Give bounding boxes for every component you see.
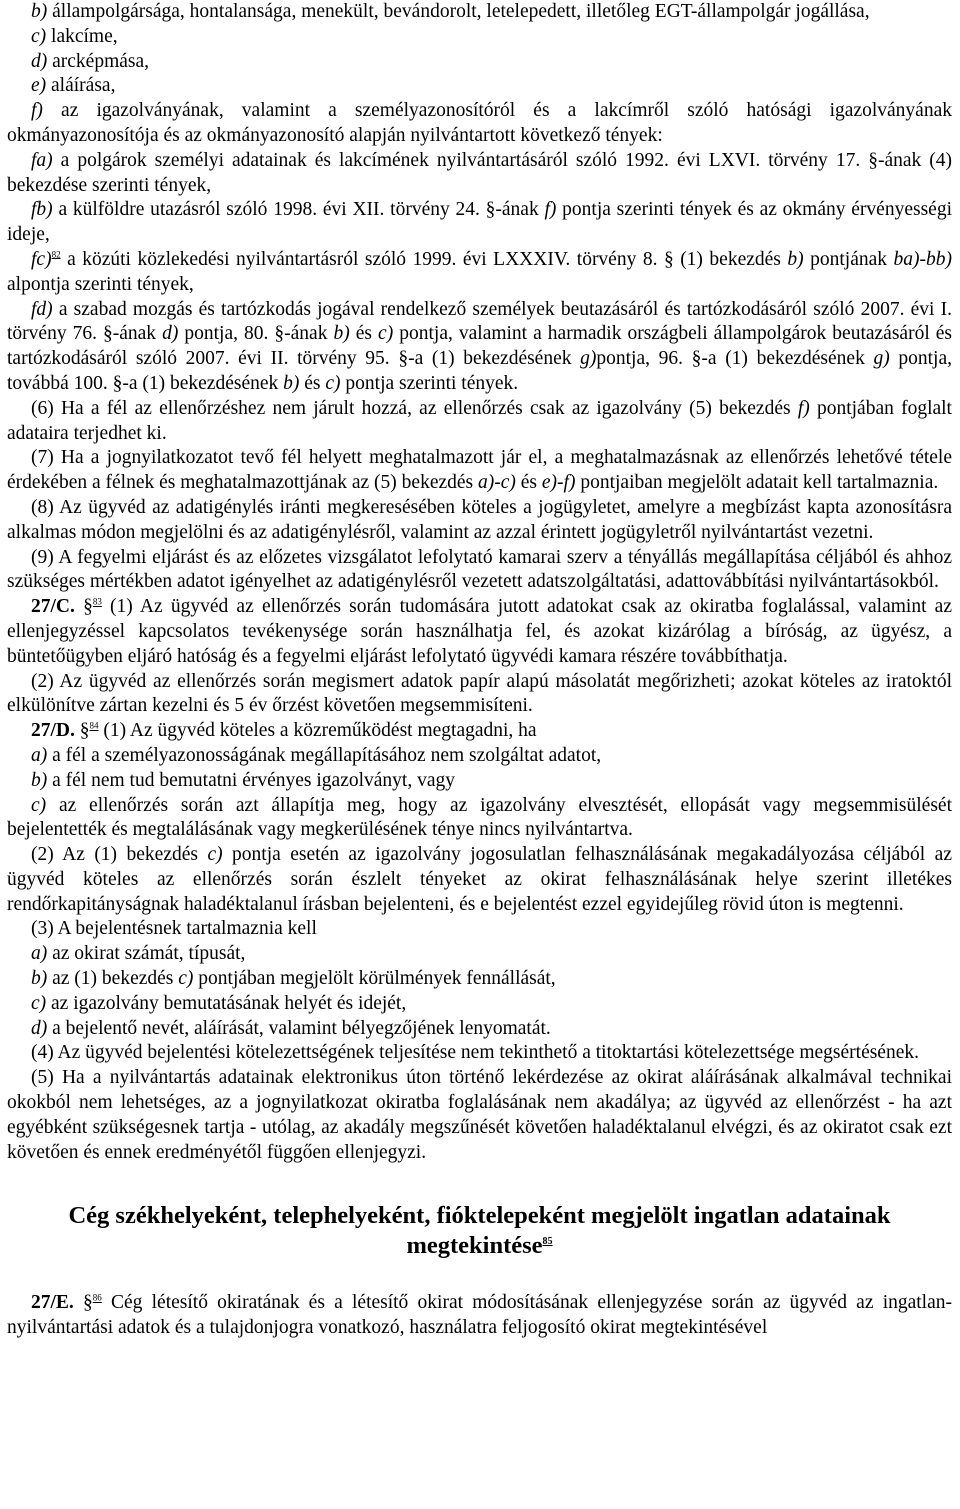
text: (1) Az ügyvéd köteles a közreműködést megtagadni, ha: [98, 720, 537, 742]
text: (2) Az ügyvéd az ellenőrzés során megismert adatok papír alapú másolatát megőrizheti; azokat köteles az iratoktól elkülönítve zártan kezelni és 5 év őrzést követően megsemmisíteni.: [7, 670, 952, 717]
point-label: a): [31, 744, 48, 766]
text: a szabad mozgás és tartózkodás jogával rendelkező személyek beutazásáról és tartózkodásáról szóló 2007. évi I. törvény 76. §-ának: [7, 298, 952, 345]
text: az igazolványának, valamint a személyazonosítóról és a lakcímről szóló hatósági igazolványának okmányazonosítója és az okmányazonosító alapján nyilvántartott következő tények:: [7, 100, 952, 146]
section-number: 27/C.: [31, 596, 75, 618]
text: pontja esetén az igazolvány jogosulatlan felhasználásának megakadályozása céljából az ügyvéd köteles az ellenőrzés során észlelt tényeket az okirat felhasználásának helye szerint illetékes rendőrkapitányságnak haladéktalanul írásban bejelenteni, és e bejelentést ezzel egyidejűleg rövid úton is megtenni.: [7, 844, 952, 915]
point-label: g): [580, 348, 597, 370]
paragraph: [7, 74, 952, 99]
point-label: fc): [31, 248, 52, 270]
text: aláírása,: [46, 75, 116, 97]
text: arcképmása,: [47, 50, 150, 72]
point-label: c): [378, 323, 394, 345]
point-label: b): [333, 323, 350, 345]
text: az (1) bekezdés: [47, 968, 179, 990]
point-label: b): [787, 248, 804, 270]
paragraph: [7, 248, 952, 298]
text: (1) Az ügyvéd az ellenőrzés során tudomására jutott adatokat csak az okiratba foglalással, valamint az ellenjegyzéssel kapcsolatos tevékenysége során használhatja fel, és azokat kizárólag a bíróság, az ügyész, a büntetőügyben eljáró hatóság és a fegyelmi eljárást lefolytató ügyvédi kamara részére továbbíthatja.: [7, 596, 952, 667]
text: pontja, 96. §-a (1) bekezdésének: [596, 348, 874, 370]
paragraph: [7, 1017, 952, 1042]
footnote-link[interactable]: 85: [542, 1236, 553, 1248]
text: és: [299, 372, 326, 394]
heading-text: Cég székhelyeként, telephelyeként, fióktelepeként megjelölt ingatlan adatainak megtekintése: [68, 1202, 891, 1260]
text: (7) Ha a jognyilatkozatot tevő fél helyett meghatalmazott jár el, a meghatalmazásnak az ellenőrzés lehetővé tétele érdekében a félnek és meghatalmazottjának az (5) bekezdés: [7, 447, 952, 494]
text: a polgárok személyi adatainak és lakcímének nyilvántartásáról szóló 1992. évi LXVI. törvény 17. §-ának (4) bekezdése szerinti tények,: [7, 149, 952, 196]
text: állampolgársága, hontalansága, menekült, bevándorolt, letelepedett, illetőleg EGT-állampolgár jogállása,: [47, 1, 870, 22]
point-label: d): [31, 50, 48, 72]
section-symbol: §: [83, 1292, 93, 1314]
text: pontja, továbbá 100. §-a (1) bekezdésének: [7, 348, 952, 394]
paragraph: [7, 744, 952, 769]
text: Cég létesítő okiratának és a létesítő okirat módosításának ellenjegyzése során az ügyvéd az ingatlan-nyilvántartási adatok és a tulajdonjogra vonatkozó, használatra feljogosító okirat megtekintésével: [7, 1292, 952, 1339]
text: alpontja szerinti tények,: [7, 273, 194, 295]
point-label: g): [873, 348, 890, 370]
point-label: c): [31, 794, 47, 816]
paragraph: [7, 1041, 952, 1066]
text: (8) Az ügyvéd az adatigénylés iránti megkeresésében köteles a jogügyletet, amelyre a megbízást kapta azonosításra alkalmas módon megjelölni és az adatigénylésről, valamint az azzal érintett jogügyletről nyilvántartást vezetni.: [7, 496, 952, 543]
text: (3) A bejelentésnek tartalmaznia kell: [31, 918, 317, 940]
paragraph: [7, 942, 952, 967]
point-label: a): [31, 943, 48, 965]
point-label: c): [207, 844, 223, 866]
paragraph: [7, 967, 952, 992]
text: pontjában megjelölt körülmények fennállását,: [193, 968, 556, 990]
point-label: fd): [31, 298, 53, 320]
text: pontja, valamint a harmadik országbeli állampolgárok beutazásáról és tartózkodásáról szóló 2007. évi II. törvény 95. §-a (1) bekezdésének: [7, 323, 953, 370]
paragraph: [7, 843, 952, 917]
text: az ellenőrzés során azt állapítja meg, hogy az igazolvány elvesztését, ellopását vagy megsemmisülését bejelentették és megtalálásának vagy megkerülésének ténye nincs nyilvántartva.: [7, 794, 952, 841]
text: (9) A fegyelmi eljárást és az előzetes vizsgálatot lefolytató kamarai szerv a tényállás megállapítása céljából és ahhoz szükséges mértékben adatot igényelhet az adatigénylésről vezetett adatszolgáltatási, adattovábbítási nyilvántartásokból.: [7, 546, 952, 593]
paragraph: [7, 1066, 952, 1165]
point-label: b): [31, 769, 48, 791]
paragraph: [7, 719, 952, 744]
paragraph: [7, 1291, 952, 1341]
paragraph: [7, 670, 952, 720]
point-label: c): [31, 25, 47, 47]
point-label: f): [797, 397, 810, 419]
point-label: c): [178, 968, 194, 990]
paragraph: [7, 917, 952, 942]
footnote-link[interactable]: 84: [89, 720, 99, 731]
section-heading: [37, 1201, 922, 1261]
paragraph: [7, 595, 952, 669]
point-label: b): [31, 1, 48, 22]
text: (2) Az (1) bekezdés: [31, 844, 208, 866]
paragraph: [7, 149, 952, 199]
point-label: a)-c): [478, 472, 516, 494]
point-label: d): [162, 323, 179, 345]
text: pontja, 80. §-ának: [178, 323, 334, 345]
text: pontja szerinti tények és az okmány érvényességi ideje,: [7, 199, 952, 246]
text: pontjában foglalt adataira terjedhet ki.: [7, 397, 952, 444]
text: a külföldre utazásról szóló 1998. évi XII. törvény 24. §-ának: [52, 199, 545, 221]
paragraph: [7, 50, 952, 75]
text: az igazolvány bemutatásának helyét és idejét,: [46, 992, 407, 1014]
point-label: ba)-bb): [893, 248, 952, 270]
text: pontjának: [803, 248, 894, 270]
text: a fél nem tud bemutatni érvényes igazolványt, vagy: [47, 769, 455, 791]
text: (5) Ha a nyilvántartás adatainak elektronikus úton történő lekérdezése az okirat aláírásának alkalmával technikai okokból nem lehetséges, az a jognyilatkozat okiratba foglalásának nem akadálya; az ügyvéd az ellenőrzést - ha azt egyébként szükségesnek tartja - utólag, az akadály megszűnését követően haladéktalanul elvégzi, és az okiratot csak ezt követően és ennek eredményétől függően ellenjegyzi.: [7, 1067, 952, 1163]
point-label: b): [283, 372, 300, 394]
paragraph: [7, 769, 952, 794]
text: (4) Az ügyvéd bejelentési kötelezettségének teljesítése nem tekinthető a titoktartási kötelezettsége megsértésének.: [31, 1042, 919, 1064]
paragraph: [7, 546, 952, 596]
point-label: f): [544, 199, 557, 221]
text: pontja szerinti tények.: [340, 372, 519, 394]
paragraph: [7, 198, 952, 248]
point-label: fb): [31, 199, 53, 221]
section-symbol: §: [83, 596, 93, 618]
point-label: b): [31, 968, 48, 990]
footnote-link[interactable]: 82: [51, 249, 61, 260]
point-label: f): [31, 100, 43, 122]
paragraph: [7, 25, 952, 50]
section-number: 27/E.: [31, 1292, 74, 1314]
text: a közúti közlekedési nyilvántartásról szóló 1999. évi LXXXIV. törvény 8. § (1) bekezdés: [60, 248, 788, 270]
paragraph: [7, 496, 952, 546]
paragraph: [7, 446, 952, 496]
text: és: [515, 472, 542, 494]
paragraph: [7, 298, 952, 397]
text: és: [349, 323, 379, 345]
point-label: e)-f): [541, 472, 576, 494]
footnote-link[interactable]: 86: [92, 1292, 102, 1303]
section-number: 27/D.: [31, 720, 75, 742]
text: a bejelentő nevét, aláírását, valamint bélyegzőjének lenyomatát.: [47, 1017, 551, 1039]
footnote-link[interactable]: 83: [92, 596, 102, 607]
point-label: d): [31, 1017, 48, 1039]
point-label: fa): [31, 149, 53, 171]
paragraph: [7, 397, 952, 447]
text: lakcíme,: [46, 25, 118, 47]
paragraph: [7, 992, 952, 1017]
paragraph: [7, 794, 952, 844]
text: (6) Ha a fél az ellenőrzéshez nem járult hozzá, az ellenőrzés csak az igazolvány (5) bekezdés: [31, 397, 798, 419]
section-symbol: §: [79, 720, 90, 742]
text: az okirat számát, típusát,: [47, 943, 246, 965]
point-label: c): [31, 992, 47, 1014]
point-label: c): [325, 372, 341, 394]
text: pontjaiban megjelölt adatait kell tartalmaznia.: [575, 472, 939, 494]
paragraph: [7, 0, 952, 25]
paragraph: [7, 99, 952, 149]
point-label: e): [31, 75, 47, 97]
text: a fél a személyazonosságának megállapításához nem szolgáltat adatot,: [47, 744, 602, 766]
